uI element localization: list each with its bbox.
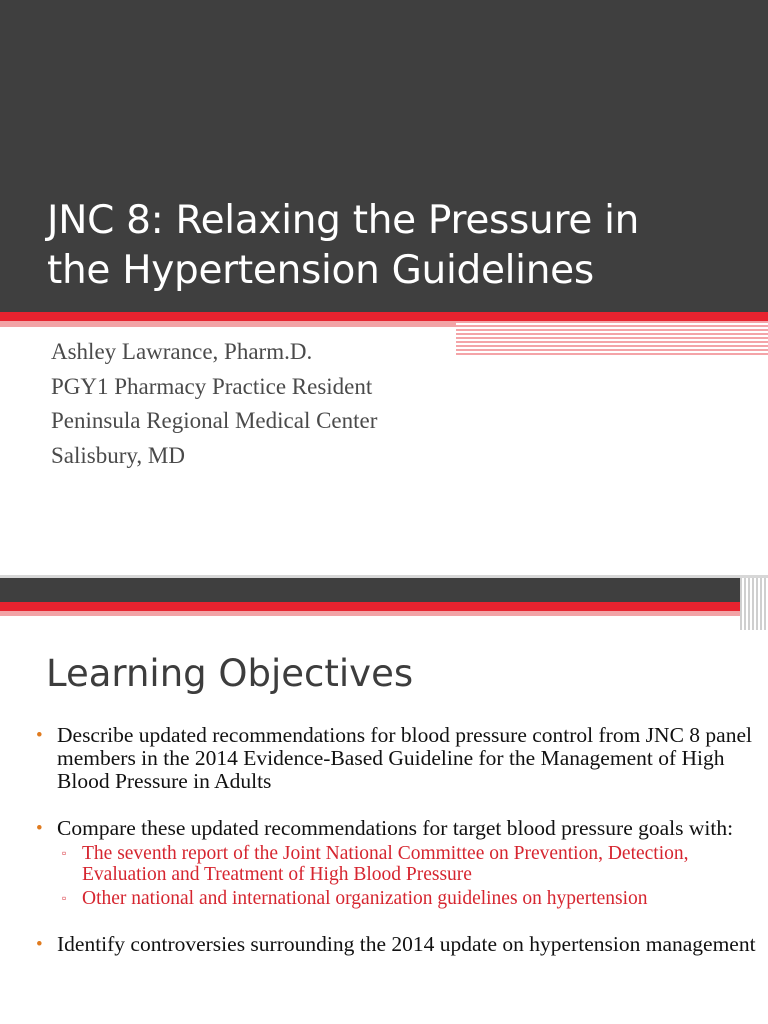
objectives-slide-header-band	[0, 578, 768, 602]
square-bullet-icon: ▫	[62, 846, 67, 860]
objectives-list	[36, 724, 756, 980]
title-line-2: the Hypertension Guidelines	[47, 248, 594, 293]
title-slide-title	[47, 196, 747, 296]
objective-sub-item	[57, 843, 756, 885]
objective-text: Describe updated recommendations for blood pressure control from JNC 8 panel members in the 2014 Evidence-Based Guideline for the Management of High Blood Pressure in Adults	[57, 723, 752, 793]
objective-sub-list	[57, 843, 756, 909]
objective-sub-text: The seventh report of the Joint National Committee on Prevention, Detection, Evaluation and Treatment of High Blood Pressure	[82, 843, 689, 885]
objectives-slide-pink-strip	[0, 611, 740, 616]
objectives-slide-title: Learning Objectives	[46, 652, 414, 695]
bullet-icon: •	[36, 725, 43, 746]
objectives-slide-stripe-decoration	[740, 578, 768, 630]
objective-text: Compare these updated recommendations for target blood pressure goals with:	[57, 816, 734, 840]
title-slide-red-band	[0, 312, 768, 321]
title-line-1: JNC 8: Relaxing the Pressure in	[47, 198, 640, 243]
objectives-slide-red-band	[0, 602, 768, 611]
objective-item	[36, 724, 756, 793]
title-slide-pink-strip	[0, 321, 456, 327]
bullet-icon: •	[36, 818, 43, 839]
objectives-slide	[0, 578, 768, 1024]
objective-item	[36, 933, 756, 956]
title-slide-stripe-decoration	[456, 321, 768, 357]
objective-item	[36, 817, 756, 909]
objective-text: Identify controversies surrounding the 2014 update on hypertension management	[57, 932, 756, 956]
square-bullet-icon: ▫	[62, 891, 67, 905]
presenter-location: Salisbury, MD	[51, 442, 185, 468]
title-slide-subtitle	[51, 335, 377, 473]
objective-sub-item	[57, 888, 756, 909]
presenter-institution: Peninsula Regional Medical Center	[51, 408, 378, 433]
presenter-role: PGY1 Pharmacy Practice Resident	[51, 373, 373, 399]
objective-sub-text: Other national and international organization guidelines on hypertension	[82, 888, 648, 909]
bullet-icon: •	[36, 934, 43, 955]
presenter-name: Ashley Lawrance, Pharm.D.	[51, 339, 313, 364]
